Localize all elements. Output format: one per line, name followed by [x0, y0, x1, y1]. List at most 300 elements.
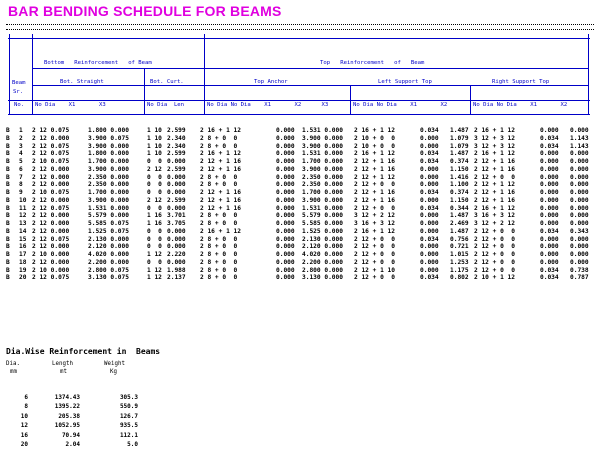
table-cell: 0.000 [276, 158, 295, 165]
table-cell: 0 0 [147, 227, 162, 235]
table-cell: 3 12 + 2 12 [354, 212, 395, 220]
table-cell: 2 10 0.075 [32, 158, 70, 165]
table-cell: 2.130 0.000 [88, 235, 129, 243]
table-cell: 1.143 [570, 134, 589, 142]
table-cell: 0.034 [420, 235, 439, 243]
summary-dia: 20 [20, 441, 28, 448]
table-cell: 0.787 [570, 274, 589, 282]
table-cell: 2 8 + 0 0 [200, 243, 238, 251]
table-row [4, 197, 598, 205]
table-cell: 1.800 0.000 [88, 150, 129, 158]
table-cell: 0.034 [420, 274, 439, 282]
table-cell: 2 12 0.000 [32, 173, 70, 181]
table-row [4, 150, 598, 158]
table-cell: 0 0 [147, 204, 162, 212]
table-row [4, 181, 598, 189]
table-cell: 2 10 + 0 0 [354, 134, 395, 142]
bot-straight-heading: Bot. Straight [60, 79, 104, 85]
top-reinf-heading: Top Reinforcement of Beam [320, 60, 425, 66]
table-cell: 0.000 [167, 258, 186, 266]
table-cell: 0.000 [276, 274, 295, 282]
summary-dia: 6 [24, 394, 28, 401]
summary-length: 1395.22 [54, 403, 80, 411]
table-cell: 2 12 0.075 [32, 204, 70, 212]
table-row [4, 274, 598, 282]
table-cell: B [6, 173, 10, 181]
table-cell: 2 [19, 134, 23, 142]
table-cell: 0.034 [540, 142, 559, 150]
table-cell: 2 16 + 1 12 [474, 204, 515, 212]
table-cell: 4 [19, 150, 23, 158]
table-cell: 17 [19, 251, 27, 258]
table-cell: 0.000 [276, 189, 295, 196]
table-cell: B [6, 220, 10, 227]
table-cell: 2 12 + 1 16 [474, 165, 515, 173]
table-cell: 3.130 0.075 [88, 274, 129, 282]
table-cell: 2 8 + 0 0 [200, 266, 238, 274]
table-cell: 0.000 [540, 150, 559, 158]
table-cell: 3.900 0.000 [88, 165, 129, 173]
table-cell: 0 0 [147, 243, 162, 251]
table-cell: 1.143 [570, 142, 589, 150]
table-cell: 5.585 0.000 [302, 220, 343, 227]
table-cell: 2.340 [167, 134, 186, 142]
table-cell: 0.802 [450, 274, 469, 282]
table-cell: 3 12 + 3 12 [474, 142, 515, 150]
table-cell: 0.000 [570, 158, 589, 165]
table-cell: 0.000 [276, 243, 295, 251]
table-cell: 0.000 [276, 165, 295, 173]
top-anchor-columns: No Dia No Dia X1 X2 X3 [207, 102, 329, 108]
table-cell: 2 16 + 1 12 [200, 150, 241, 158]
table-row [4, 251, 598, 259]
table-cell: 3 16 + 3 12 [354, 220, 395, 227]
table-cell: 0.000 [570, 173, 589, 181]
table-cell: 0.000 [420, 258, 439, 266]
table-cell: 0.000 [276, 181, 295, 189]
table-cell: 1.700 0.000 [302, 189, 343, 196]
table-cell: 2.350 0.000 [302, 181, 343, 189]
table-cell: 0.034 [420, 150, 439, 158]
table-cell: 3 12 + 2 12 [474, 220, 515, 227]
length-col-header: Length [52, 361, 73, 367]
table-cell: 0.000 [167, 181, 186, 189]
table-row [4, 127, 598, 135]
summary-weight: 935.5 [119, 422, 138, 430]
table-cell: 2 12 0.000 [32, 220, 70, 227]
left-support-top-heading: Left Support Top [378, 79, 432, 85]
table-row [4, 220, 598, 228]
weight-unit: Kg [110, 369, 117, 375]
table-cell: 2.800 0.000 [302, 266, 343, 274]
table-cell: 2 12 + 0 0 [474, 258, 515, 266]
table-cell: 2 12 + 1 16 [354, 165, 395, 173]
table-cell: 2 16 + 1 12 [200, 127, 241, 134]
table-cell: 2 12 0.000 [32, 258, 70, 266]
table-cell: 2.469 [450, 220, 469, 227]
table-cell: 1 12 [147, 251, 162, 258]
table-cell: 1.175 [450, 266, 469, 274]
table-cell: 2 12 + 0 0 [474, 251, 515, 258]
table-cell: 0.000 [276, 235, 295, 243]
table-cell: 0.000 [540, 196, 559, 204]
table-cell: 0.000 [167, 173, 186, 181]
table-cell: 2 8 + 0 0 [200, 134, 238, 142]
table-cell: 0.000 [570, 150, 589, 158]
table-cell: 0.034 [420, 158, 439, 165]
table-cell: 0.000 [540, 251, 559, 258]
table-cell: 0.000 [276, 227, 295, 235]
table-cell: 13 [19, 220, 27, 227]
table-cell: 0.000 [276, 204, 295, 212]
summary-weight: 126.7 [119, 412, 138, 420]
table-cell: 0.000 [420, 227, 439, 235]
table-cell: 2 16 + 1 12 [474, 127, 515, 134]
table-cell: 3 12 + 3 12 [474, 134, 515, 142]
table-cell: 2 12 0.075 [32, 274, 70, 282]
table-cell: 0.000 [276, 258, 295, 266]
table-cell: 2.350 0.000 [302, 173, 343, 181]
table-cell: 0.374 [450, 189, 469, 196]
table-cell: 0.344 [450, 204, 469, 212]
table-cell: B [6, 274, 10, 282]
table-cell: 3.130 0.000 [302, 274, 343, 282]
table-cell: 1 10 [147, 142, 162, 150]
table-cell: 8 [19, 181, 23, 189]
table-cell: 0.000 [540, 127, 559, 134]
table-cell: 9 [19, 189, 23, 196]
table-cell: 2 10 0.000 [32, 266, 70, 274]
table-cell: 0.000 [167, 243, 186, 251]
beam-label: Beam [12, 80, 26, 86]
table-cell: 0.000 [167, 158, 186, 165]
table-cell: 0.000 [540, 181, 559, 189]
table-cell: 0.000 [540, 173, 559, 181]
table-cell: 1 12 [147, 274, 162, 282]
table-cell: 2 12 + 0 0 [354, 251, 395, 258]
table-cell: 0.000 [540, 243, 559, 251]
table-cell: 1.531 0.000 [302, 204, 343, 212]
table-cell: 0.000 [570, 165, 589, 173]
table-cell: 0.000 [540, 220, 559, 227]
table-cell: 2 12 + 1 12 [354, 173, 395, 181]
table-cell: 2 8 + 0 0 [200, 173, 238, 181]
table-cell: 2.350 0.000 [88, 181, 129, 189]
table-cell: 2 12 + 1 16 [200, 158, 241, 165]
table-cell: 0.034 [420, 189, 439, 196]
table-cell: 0.000 [420, 134, 439, 142]
table-cell: 0.000 [276, 212, 295, 220]
table-cell: 12 [19, 212, 27, 220]
table-cell: 1.416 [450, 173, 469, 181]
table-cell: 1.531 0.000 [302, 127, 343, 134]
table-cell: 2 12 + 0 0 [354, 235, 395, 243]
table-cell: 0.000 [420, 212, 439, 220]
table-cell: 1.487 [450, 227, 469, 235]
table-row [4, 174, 598, 182]
table-cell: 0.000 [167, 235, 186, 243]
table-cell: 2 8 + 0 0 [200, 142, 238, 150]
table-cell: 2 12 + 1 16 [474, 189, 515, 196]
table-cell: 2 10 0.075 [32, 189, 70, 196]
table-cell: 0.000 [540, 189, 559, 196]
dia-col-header: Dia. [6, 361, 20, 367]
table-row [4, 158, 598, 166]
table-cell: B [6, 243, 10, 251]
table-cell: 15 [19, 235, 27, 243]
table-cell: 4.020 0.000 [88, 251, 129, 258]
table-cell: 0.000 [570, 251, 589, 258]
table-cell: 2 12 0.075 [32, 127, 70, 134]
table-cell: 0.000 [420, 251, 439, 258]
table-row [4, 228, 598, 236]
table-cell: 2.350 0.000 [88, 173, 129, 181]
table-cell: 2.120 0.000 [302, 243, 343, 251]
table-cell: 3 [19, 142, 23, 150]
table-cell: 0.000 [276, 127, 295, 134]
top-divider-2 [6, 29, 594, 30]
no-label: No. [14, 102, 25, 108]
schedule-rows [4, 127, 598, 282]
table-cell: 0.000 [540, 158, 559, 165]
table-cell: 0 0 [147, 258, 162, 266]
table-cell: 1.487 [450, 127, 469, 134]
table-cell: 2 12 [147, 165, 162, 173]
table-cell: 0.000 [420, 173, 439, 181]
table-cell: 0.000 [570, 189, 589, 196]
table-cell: 0.721 [450, 243, 469, 251]
table-cell: B [6, 158, 10, 165]
table-cell: 3.900 0.075 [88, 134, 129, 142]
table-cell: 2 12 + 1 12 [474, 181, 515, 189]
table-row [4, 143, 598, 151]
table-cell: 2 12 0.000 [32, 181, 70, 189]
table-cell: 0.738 [570, 266, 589, 274]
summary-weight: 305.3 [119, 394, 138, 401]
table-cell: 2 12 + 0 0 [354, 204, 395, 212]
summary-length: 1374.43 [54, 394, 80, 401]
table-cell: 2 12 + 1 16 [474, 158, 515, 165]
table-cell: 0.034 [540, 266, 559, 274]
table-cell: 1 16 [147, 220, 162, 227]
table-cell: B [6, 266, 10, 274]
length-unit: mt [60, 369, 67, 375]
table-cell: B [6, 258, 10, 266]
table-cell: 1.800 0.000 [88, 127, 129, 134]
table-cell: B [6, 204, 10, 212]
table-cell: 0.343 [570, 227, 589, 235]
table-cell: 2 12 0.000 [32, 227, 70, 235]
table-cell: 3.900 0.000 [302, 142, 343, 150]
table-cell: 1.700 0.000 [302, 158, 343, 165]
table-row [4, 189, 598, 197]
table-cell: 5 [19, 158, 23, 165]
table-cell: 1.700 0.000 [88, 158, 129, 165]
table-cell: 19 [19, 266, 27, 274]
table-cell: 2 16 + 1 12 [354, 127, 395, 134]
table-cell: B [6, 189, 10, 196]
table-cell: 0.034 [540, 274, 559, 282]
table-cell: 0.000 [540, 258, 559, 266]
table-cell: B [6, 227, 10, 235]
table-cell: 0.034 [540, 227, 559, 235]
table-cell: 1.531 0.000 [88, 204, 129, 212]
left-support-columns: No Dia No Dia X1 X2 [353, 102, 448, 108]
table-cell: 2.200 0.000 [88, 258, 129, 266]
table-cell: 2.220 [167, 251, 186, 258]
table-row [4, 259, 598, 267]
table-cell: 0.000 [420, 142, 439, 150]
table-cell: B [6, 212, 10, 220]
table-cell: 3.900 0.000 [302, 196, 343, 204]
table-cell: 0.000 [570, 235, 589, 243]
table-cell: 2 12 + 0 0 [474, 227, 515, 235]
table-cell: 2 8 + 0 0 [200, 274, 238, 282]
table-cell: 0.000 [420, 181, 439, 189]
table-cell: 1.150 [450, 196, 469, 204]
table-cell: 3.900 0.000 [88, 142, 129, 150]
table-cell: 0.000 [420, 220, 439, 227]
summary-length: 1052.95 [54, 422, 80, 430]
table-cell: B [6, 181, 10, 189]
top-anchor-heading: Top Anchor [254, 79, 288, 85]
table-cell: 0.000 [420, 243, 439, 251]
summary-dia: 12 [20, 422, 28, 430]
table-cell: 0.034 [420, 204, 439, 212]
table-cell: 2 12 + 1 16 [354, 189, 395, 196]
table-cell: 2 16 + 1 12 [354, 150, 395, 158]
table-cell: B [6, 165, 10, 173]
table-cell: 2 16 + 1 12 [354, 227, 395, 235]
table-cell: 7 [19, 173, 23, 181]
table-cell: 10 [19, 196, 27, 204]
table-cell: 2 12 + 1 16 [200, 204, 241, 212]
table-cell: 2.200 0.000 [302, 258, 343, 266]
table-cell: 2.599 [167, 196, 186, 204]
table-row [4, 166, 598, 174]
table-cell: B [6, 251, 10, 258]
table-cell: 2.137 [167, 274, 186, 282]
table-cell: 2 12 0.000 [32, 134, 70, 142]
table-cell: 2 8 + 0 0 [200, 258, 238, 266]
table-cell: 2 12 [147, 196, 162, 204]
table-cell: 2 12 + 1 16 [200, 165, 241, 173]
table-cell: 11 [19, 204, 27, 212]
table-cell: 0 0 [147, 173, 162, 181]
table-row [4, 205, 598, 213]
table-cell: 0.000 [276, 266, 295, 274]
table-cell: 0.000 [167, 227, 186, 235]
table-cell: 16 [19, 243, 27, 251]
table-cell: 0.000 [276, 220, 295, 227]
summary-dia: 16 [20, 431, 28, 439]
table-cell: 2 8 + 0 0 [200, 220, 238, 227]
table-cell: 2 12 0.075 [32, 235, 70, 243]
table-cell: 6 [19, 165, 23, 173]
table-cell: 2.599 [167, 150, 186, 158]
table-cell: 3.701 [167, 212, 186, 220]
table-cell: 2.599 [167, 127, 186, 134]
table-cell: 2 12 + 1 10 [354, 266, 395, 274]
table-cell: 2 12 + 0 0 [474, 243, 515, 251]
table-header [0, 34, 600, 114]
summary-weight: 112.1 [119, 431, 138, 439]
table-cell: 2.120 0.000 [88, 243, 129, 251]
table-cell: 2 8 + 0 0 [200, 235, 238, 243]
table-row [4, 135, 598, 143]
table-cell: 0 0 [147, 181, 162, 189]
table-cell: 1.015 [450, 251, 469, 258]
table-cell: 0.000 [276, 173, 295, 181]
bot-curt-columns: No Dia Len [147, 102, 185, 108]
table-cell: 1.079 [450, 142, 469, 150]
table-cell: 1 [19, 127, 23, 134]
table-cell: 0.000 [276, 196, 295, 204]
table-cell: 1 10 [147, 150, 162, 158]
table-cell: 0.000 [540, 165, 559, 173]
table-cell: B [6, 127, 10, 134]
table-row [4, 212, 598, 220]
table-cell: 20 [19, 274, 27, 282]
table-cell: 0.000 [570, 196, 589, 204]
table-cell: 0.756 [450, 235, 469, 243]
table-cell: 2.800 0.075 [88, 266, 129, 274]
table-cell: 1.150 [450, 165, 469, 173]
table-cell: 2 12 + 0 0 [354, 243, 395, 251]
table-cell: 0.000 [167, 189, 186, 196]
table-cell: B [6, 196, 10, 204]
table-cell: 0.000 [570, 204, 589, 212]
table-cell: 5.579 0.000 [88, 212, 129, 220]
table-cell: 3.900 0.000 [88, 196, 129, 204]
summary-weight: 550.9 [119, 403, 138, 411]
table-cell: B [6, 134, 10, 142]
table-cell: 2 12 0.075 [32, 142, 70, 150]
table-cell: 0.034 [540, 134, 559, 142]
table-cell: 2 12 + 0 0 [354, 258, 395, 266]
top-divider [6, 24, 594, 25]
table-cell: 1.100 [450, 181, 469, 189]
summary-title: Dia.Wise Reinforcement in Beams [6, 347, 161, 356]
table-cell: 2 12 + 0 0 [474, 173, 515, 181]
table-row [4, 267, 598, 275]
table-cell: 5.579 0.000 [302, 212, 343, 220]
table-cell: 3 16 + 3 12 [474, 212, 515, 220]
table-cell: 2 12 0.000 [32, 196, 70, 204]
table-cell: 2 12 + 0 0 [354, 181, 395, 189]
table-cell: 2 10 + 0 0 [354, 142, 395, 150]
table-cell: 0.000 [276, 142, 295, 150]
table-cell: 2 12 0.000 [32, 212, 70, 220]
summary-dia: 10 [20, 412, 28, 420]
table-cell: 0.000 [570, 127, 589, 134]
table-cell: 1.700 0.000 [88, 189, 129, 196]
table-cell: 2 12 0.000 [32, 165, 70, 173]
table-cell: 0.000 [167, 204, 186, 212]
table-cell: 1 12 [147, 266, 162, 274]
table-cell: 0.000 [570, 220, 589, 227]
summary-length: 70.94 [61, 431, 80, 439]
table-cell: 0.000 [540, 212, 559, 220]
table-cell: 2.340 [167, 142, 186, 150]
table-cell: 2 12 + 1 16 [354, 158, 395, 165]
table-cell: 1 16 [147, 212, 162, 220]
dia-unit: mm [10, 369, 17, 375]
table-cell: 3.900 0.000 [302, 165, 343, 173]
right-support-columns: No Dia No Dia X1 X2 [473, 102, 568, 108]
table-cell: 0.000 [570, 243, 589, 251]
summary-dia: 8 [24, 403, 28, 411]
